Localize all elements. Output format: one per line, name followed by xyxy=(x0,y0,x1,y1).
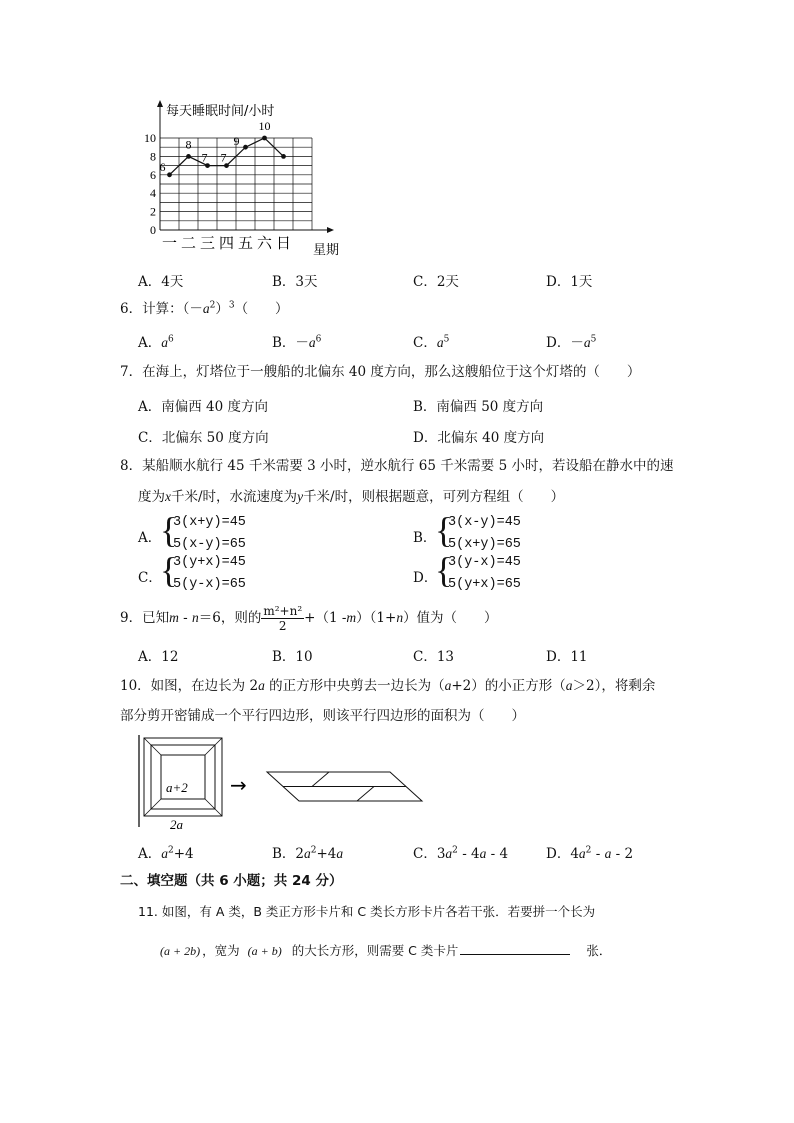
q10-b-exp: 2 xyxy=(310,845,317,856)
chart-data-label: 7 xyxy=(201,150,208,165)
q6-c-label: C． xyxy=(413,335,437,351)
q11-tail: 的大长方形，则需要 C 类卡片 xyxy=(291,943,459,958)
q7-option-d: D．北偏东 40 度方向 xyxy=(413,430,545,446)
chart-y-tick-label: 4 xyxy=(150,186,156,201)
q8-b-brace: { xyxy=(435,510,453,550)
q10-d-var2: a xyxy=(604,846,612,861)
q10-b-var2: a xyxy=(336,846,344,861)
q11-stem-line1: 11. 如图，有 A 类，B 类正方形卡片和 C 类长方形卡片各若干张．若要拼一个长为 xyxy=(138,904,596,919)
sleep-line-chart xyxy=(130,90,370,265)
q10-stem-line1 xyxy=(120,676,655,696)
q10-b-rest: +4 xyxy=(316,846,337,862)
q5-option-a: A．4天 xyxy=(138,274,184,290)
q5-option-c: C．2天 xyxy=(413,274,459,290)
chart-y-tick-label: 2 xyxy=(150,204,156,219)
fig-para-cut-1 xyxy=(312,772,329,787)
q10-a-label: A． xyxy=(138,846,162,862)
q10-option-b xyxy=(272,842,343,862)
chart-x-tick-label: 二 xyxy=(180,234,197,252)
q6-stem-var: a xyxy=(202,301,210,316)
q8-option-b-eq xyxy=(448,512,521,556)
chart-data-label: 10 xyxy=(258,119,271,133)
q6-option-d xyxy=(546,331,596,351)
q8-d-brace: { xyxy=(435,550,453,590)
chart-x-axis-arrow xyxy=(327,227,334,233)
chart-data-label: 9 xyxy=(233,134,240,149)
q9-stem-minus: - xyxy=(178,610,192,626)
q10-c-exp: 2 xyxy=(452,845,458,856)
q8-option-d-eq xyxy=(448,552,521,596)
q8-a-brace: { xyxy=(160,510,178,550)
chart-y-axis-label: 每天睡眠时间/小时 xyxy=(166,104,275,119)
q8-d-eq1: 3(y-x)=45 xyxy=(448,555,521,570)
chart-x-tick-label: 六 xyxy=(256,234,273,252)
q6-b-var: a xyxy=(308,335,316,350)
q10-line1-a-var: a xyxy=(258,678,265,693)
q9-option-d: D．11 xyxy=(546,649,588,665)
q8-line2-y: y xyxy=(297,489,304,504)
q10-c-var: a xyxy=(445,846,453,861)
q9-option-c: C．13 xyxy=(413,649,455,665)
q10-d-exp: 2 xyxy=(585,845,592,856)
q11-expr1: (a + 2b) xyxy=(160,944,201,958)
chart-data-label: 8 xyxy=(185,137,192,152)
chart-x-axis-label: 星期 xyxy=(313,243,340,258)
fig-diag-bl xyxy=(144,799,161,816)
fig-diag-br xyxy=(205,799,222,816)
chart-x-tick-label: 一 xyxy=(161,234,178,252)
q10-d-var: a xyxy=(578,846,586,861)
fig-diag-tr xyxy=(205,738,222,755)
chart-y-tick-label: 6 xyxy=(150,167,156,182)
q10-d-rest2: - 2 xyxy=(611,846,634,862)
q6-stem-close: ） xyxy=(215,301,229,317)
q8-line2-b: 千米/时，水流速度为 xyxy=(171,489,298,505)
q10-c-rest: - 4 xyxy=(457,846,480,862)
q8-option-a-eq xyxy=(173,512,246,556)
q10-line1-c-var: a xyxy=(565,678,573,693)
q6-option-b xyxy=(272,331,321,351)
q9-stem-e: ）值为（ ） xyxy=(403,610,498,626)
q10-a-exp: 2 xyxy=(168,845,174,856)
q7-stem: 7．在海上，灯塔位于一艘船的北偏东 40 度方向，那么这艘船位于这个灯塔的（ ） xyxy=(120,364,641,380)
chart-point xyxy=(243,145,248,150)
q8-stem-line2 xyxy=(138,487,564,507)
q6-stem-paren: （ ） xyxy=(234,301,289,317)
fig-para-cut-2 xyxy=(357,787,374,802)
q10-figure xyxy=(132,735,432,835)
q6-option-c xyxy=(413,331,449,351)
q11-answer-blank[interactable] xyxy=(460,941,570,955)
chart-x-tick-label: 四 xyxy=(218,234,235,252)
chart-marks xyxy=(160,119,286,177)
q11-mid: ，宽为 xyxy=(202,943,240,958)
q6-d-exp: 5 xyxy=(590,334,597,345)
q10-c-label: C．3 xyxy=(413,846,446,862)
chart-x-tick-label: 三 xyxy=(199,234,216,252)
q8-b-eq1: 3(x-y)=45 xyxy=(448,515,521,530)
q10-line1-c: +2）的小正方形（ xyxy=(451,678,566,694)
q8-line2-x: x xyxy=(165,489,171,504)
q8-c-eq1: 3(y+x)=45 xyxy=(173,555,246,570)
q6-c-var: a xyxy=(436,335,444,350)
q10-a-var: a xyxy=(161,846,168,861)
q8-option-b-label: B． xyxy=(413,530,437,546)
chart-y-axis-arrow xyxy=(157,100,163,107)
chart-x-tick-label: 日 xyxy=(275,234,292,252)
q10-d-rest: - xyxy=(591,846,605,862)
q8-c-brace: { xyxy=(160,550,178,590)
q10-b-var: a xyxy=(304,846,311,861)
fig-inner-label: a+2 xyxy=(166,780,188,795)
q10-c-var2: a xyxy=(479,846,487,861)
q10-b-label: B．2 xyxy=(272,846,305,862)
q8-option-c-eq xyxy=(173,552,246,596)
q9-option-a: A．12 xyxy=(138,649,179,665)
q8-option-a-label: A． xyxy=(138,530,162,546)
q10-option-c xyxy=(413,842,508,862)
q10-a-rest: +4 xyxy=(173,846,194,862)
q6-b-label: B．－ xyxy=(272,335,309,351)
q9-stem-b: ＝6，则的 xyxy=(198,610,262,626)
chart-point xyxy=(167,172,172,177)
q6-b-exp: 6 xyxy=(315,334,322,345)
fig-arrow: → xyxy=(230,773,247,797)
chart-axes xyxy=(144,100,334,252)
q9-stem-c: +（1 - xyxy=(304,610,347,626)
q8-d-eq2: 5(y+x)=65 xyxy=(448,577,521,592)
fig-outer-label: 2a xyxy=(170,817,183,832)
chart-data-label: 6 xyxy=(159,159,166,174)
chart-y-tick-label: 8 xyxy=(150,149,156,164)
q7-option-a: A．南偏西 40 度方向 xyxy=(138,399,269,415)
chart-point xyxy=(186,154,191,159)
q8-a-eq2: 5(x-y)=65 xyxy=(173,537,246,552)
q7-option-b: B．南偏西 50 度方向 xyxy=(413,399,544,415)
q7-option-c: C．北偏东 50 度方向 xyxy=(138,430,269,446)
q5-option-b: B．3天 xyxy=(272,274,318,290)
q10-line1-b-var: a xyxy=(444,678,452,693)
q6-stem-outer-exp: 3 xyxy=(228,300,235,311)
q10-stem-line2: 部分剪开密铺成一个平行四边形，则该平行四边形的面积为（ ） xyxy=(120,708,525,724)
section-heading-fill-in: 二、填空题（共 6 小题；共 24 分） xyxy=(120,873,343,889)
q10-c-rest2: - 4 xyxy=(486,846,509,862)
q8-stem-line1: 8．某船顺水航行 45 千米需要 3 小时，逆水航行 65 千米需要 5 小时，若设船在静水中的速 xyxy=(120,458,674,474)
chart-point xyxy=(281,154,286,159)
q11-expr2: (a + b) xyxy=(247,944,282,958)
q9-fraction xyxy=(261,604,304,633)
q9-frac-num: m²+n² xyxy=(263,604,303,618)
q6-stem-exp: 2 xyxy=(209,300,216,311)
q6-stem-prefix: 6．计算：（－ xyxy=(120,301,203,317)
q9-frac-den: 2 xyxy=(278,619,287,633)
q6-a-var: a xyxy=(161,335,168,350)
q8-a-eq1: 3(x+y)=45 xyxy=(173,515,246,530)
q11-unit: 张． xyxy=(586,943,612,958)
q6-option-a xyxy=(138,331,174,351)
q8-line2-c: 千米/时，则根据题意，可列方程组（ ） xyxy=(303,489,565,505)
q9-stem-m2: m xyxy=(346,610,357,625)
q10-option-a xyxy=(138,842,194,862)
q9-stem-a: 9．已知 xyxy=(120,610,170,626)
chart-y-tick-label: 0 xyxy=(150,223,156,237)
q9-stem-n: n xyxy=(192,610,199,625)
q10-line1-d: ＞2），将剩余 xyxy=(572,678,656,694)
q11-stem-line2 xyxy=(160,941,611,959)
q9-stem-d: ）（1+ xyxy=(356,610,397,626)
chart-x-tick-label: 五 xyxy=(237,234,254,252)
q10-d-label: D．4 xyxy=(546,846,579,862)
q6-stem xyxy=(120,299,289,319)
q6-c-exp: 5 xyxy=(443,334,450,345)
q6-a-exp: 6 xyxy=(168,334,174,345)
q9-stem-n2: n xyxy=(396,610,404,625)
chart-point xyxy=(262,136,267,141)
chart-data-label: 7 xyxy=(220,150,227,165)
chart-grid xyxy=(160,138,312,230)
q9-option-b: B．10 xyxy=(272,649,313,665)
q8-option-c-label: C． xyxy=(138,570,162,586)
q8-line2-a: 度为 xyxy=(138,489,165,505)
q6-a-label: A． xyxy=(138,335,162,351)
q5-option-d: D．1天 xyxy=(546,274,593,290)
q9-stem-m: m xyxy=(169,610,179,625)
q10-option-d xyxy=(546,842,633,862)
q6-d-label: D．－ xyxy=(546,335,584,351)
q8-b-eq2: 5(x+y)=65 xyxy=(448,537,521,552)
q9-stem xyxy=(120,604,498,633)
q10-line1-b: 的正方形中央剪去一边长为（ xyxy=(264,678,445,694)
chart-y-tick-label: 10 xyxy=(144,131,156,145)
q8-option-d-label: D． xyxy=(413,570,438,586)
q8-c-eq2: 5(y-x)=65 xyxy=(173,577,246,592)
q6-d-var: a xyxy=(583,335,591,350)
q10-line1-a: 10．如图，在边长为 2 xyxy=(120,678,259,694)
fig-diag-tl xyxy=(144,738,161,755)
